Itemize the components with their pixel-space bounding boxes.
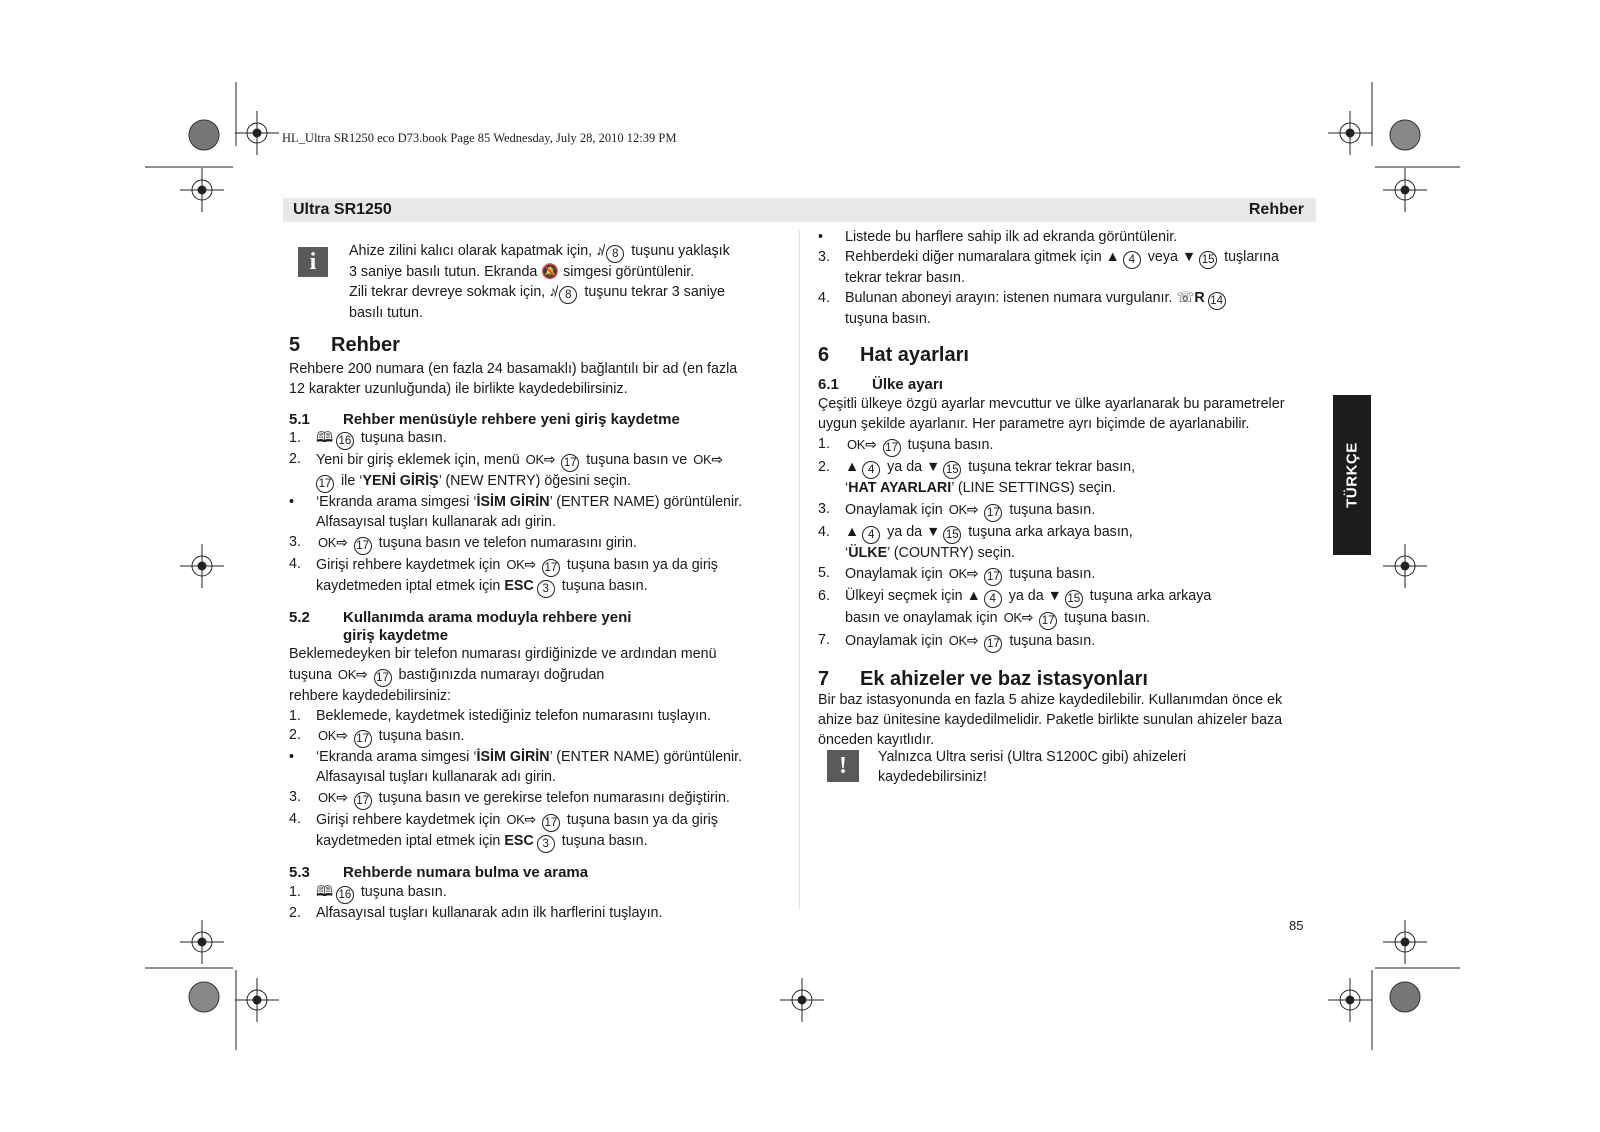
list-item: 4. ▲ 4 ya da ▼ 15 tuşuna arka arkaya basın, xyxy=(818,523,1318,544)
list-item: ‘ÜLKE’ (COUNTRY) seçin. xyxy=(845,544,1015,561)
ok-key-icon: OK⇨ xyxy=(318,533,348,550)
key-number-badge: 17 xyxy=(374,669,392,687)
ok-key-icon: OK⇨ xyxy=(847,435,877,452)
key-number-badge: 15 xyxy=(943,461,961,479)
list-item: 4. Bulunan aboneyi arayın: istenen numara vurgulanır. ☏R 14 xyxy=(818,289,1318,310)
list-item: 2. Yeni bir giriş eklemek için, menü OK⇨ 17 tuşuna basın ve OK⇨ xyxy=(289,450,789,472)
section-6-title: 6 Hat ayarları xyxy=(818,344,969,367)
section-7-title: 7 Ek ahizeler ve baz istasyonları xyxy=(818,668,1148,691)
list-item: 4. Girişi rehbere kaydetmek için OK⇨ 17 tuşuna basın ya da giriş xyxy=(289,810,789,832)
paragraph: Rehbere 200 numara (en fazla 24 basamaklı) bağlantılı bir ad (en fazla xyxy=(289,361,738,377)
list-item: • ‘Ekranda arama simgesi ‘İSİM GİRİN’ (ENTER NAME) görüntülenir. xyxy=(289,749,743,766)
language-tab: TÜRKÇE xyxy=(1333,395,1371,555)
key-number-badge: 17 xyxy=(883,439,901,457)
ok-key-icon: OK⇨ xyxy=(506,810,536,827)
ok-key-icon: OK⇨ xyxy=(337,665,368,682)
list-item: 2. OK⇨ 17 tuşuna basın. xyxy=(289,726,789,748)
key-number-badge: 17 xyxy=(984,635,1002,653)
paragraph: basılı tutun. xyxy=(349,304,423,321)
key-number-badge: 14 xyxy=(1208,292,1226,310)
ok-key-icon: OK⇨ xyxy=(318,788,348,805)
paragraph: giriş kaydetme xyxy=(343,626,449,644)
list-item: 5. Onaylamak için OK⇨ 17 tuşuna basın. xyxy=(818,564,1318,586)
header-right: Rehber xyxy=(1248,201,1304,218)
list-item: 2. Alfasayısal tuşları kullanarak adın ilk harflerini tuşlayın. xyxy=(289,904,663,921)
section-5-2-title: 5.2 Kullanımda arama moduyla rehbere yeni xyxy=(289,608,632,626)
list-item: ‘HAT AYARLARI’ (LINE SETTINGS) seçin. xyxy=(845,479,1116,496)
list-item: tekrar tekrar basın. xyxy=(845,269,965,286)
list-item: 2. ▲ 4 ya da ▼ 15 tuşuna tekrar tekrar basın, xyxy=(818,458,1318,479)
ok-key-icon: OK⇨ xyxy=(693,451,723,468)
key-number-badge: 17 xyxy=(1039,612,1057,630)
key-number-badge: 17 xyxy=(542,814,560,832)
key-number-badge: 15 xyxy=(1065,590,1083,608)
ok-key-icon: OK⇨ xyxy=(525,451,556,468)
bell-off-icon: 🔕 xyxy=(541,264,560,280)
key-number-badge: 17 xyxy=(354,537,372,555)
mute-icon: ♪̸ xyxy=(596,243,604,259)
paragraph: Ahize zilini kalıcı olarak kapatmak için, ♪̸ 8 tuşunu yaklaşık xyxy=(349,242,779,263)
paragraph: Çeşitli ülkeye özgü ayarlar mevcuttur ve ülke ayarlanarak bu parametreler xyxy=(818,396,1285,413)
key-number-badge: 4 xyxy=(862,526,880,544)
page-number: 85 xyxy=(1289,918,1304,933)
key-number-badge: 17 xyxy=(542,559,560,577)
list-item: 4. Girişi rehbere kaydetmek için OK⇨ 17 tuşuna basın ya da giriş xyxy=(289,555,789,577)
ok-key-icon: OK⇨ xyxy=(318,727,348,744)
phonebook-icon: 🕮 xyxy=(316,430,333,447)
key-number-badge: 15 xyxy=(1199,251,1217,269)
mute-icon: ♪̸ xyxy=(549,283,557,300)
list-item: 1. 🕮 16 tuşuna basın. xyxy=(289,429,789,450)
key-number-badge: 17 xyxy=(561,454,579,472)
list-item: kaydetmeden iptal etmek için ESC 3 tuşuna basın. xyxy=(289,832,789,853)
key-number-badge: 17 xyxy=(316,475,334,493)
list-item: kaydetmeden iptal etmek için ESC 3 tuşuna basın. xyxy=(289,577,789,598)
phone-r-icon: ☏ xyxy=(1176,289,1195,306)
section-5-1-title: 5.1 Rehber menüsüyle rehbere yeni giriş kaydetme xyxy=(289,410,680,428)
column-divider xyxy=(799,230,800,910)
key-number-badge: 4 xyxy=(984,590,1002,608)
down-arrow-icon: ▼ xyxy=(1181,248,1197,265)
list-item: 17 ile ‘YENİ GİRİŞ’ (NEW ENTRY) öğesini seçin. xyxy=(289,472,789,493)
paragraph: kaydedebilirsiniz! xyxy=(878,768,987,785)
right-column xyxy=(818,228,1318,751)
list-item: 7. Onaylamak için OK⇨ 17 tuşuna basın. xyxy=(818,631,1318,653)
key-number-badge: 3 xyxy=(537,835,555,853)
key-number-badge: 15 xyxy=(943,526,961,544)
paragraph: uygun şekilde ayarlanır. Her parametre ayrı biçimde de ayarlanabilir. xyxy=(818,415,1250,432)
key-number-badge: 4 xyxy=(1123,251,1141,269)
list-item: 6. Ülkeyi seçmek için ▲ 4 ya da ▼ 15 tuşuna arka arkaya xyxy=(818,587,1318,608)
list-item: 1. OK⇨ 17 tuşuna basın. xyxy=(818,435,1318,457)
key-number-badge: 17 xyxy=(354,730,372,748)
ok-key-icon: OK⇨ xyxy=(506,555,536,572)
list-item: 1. 🕮 16 tuşuna basın. xyxy=(289,883,789,904)
paragraph: Zili tekrar devreye sokmak için, ♪̸ 8 tuşunu tekrar 3 saniye xyxy=(349,283,779,304)
list-item: Alfasayısal tuşları kullanarak adı girin. xyxy=(316,769,556,786)
ok-key-icon: OK⇨ xyxy=(948,500,979,517)
list-item: 3. OK⇨ 17 tuşuna basın ve gerekirse telefon numarasını değiştirin. xyxy=(289,788,789,810)
paragraph: ahize baz ünitesine kaydedilmelidir. Paketle birlikte sunulan ahizeler baza xyxy=(818,712,1283,729)
list-item: 3. Rehberdeki diğer numaralara gitmek için ▲ 4 veya ▼ 15 tuşlarına xyxy=(818,248,1318,269)
list-item: • ‘Ekranda arama simgesi ‘İSİM GİRİN’ (ENTER NAME) görüntülenir. xyxy=(289,494,743,511)
left-column xyxy=(289,333,789,924)
ok-key-icon: OK⇨ xyxy=(948,565,979,582)
info-note xyxy=(349,242,779,324)
warning-icon: ! xyxy=(827,750,859,782)
list-item: tuşuna basın. xyxy=(845,310,931,327)
page-header xyxy=(283,198,1316,222)
paragraph: önceden kayıtlıdır. xyxy=(818,731,935,748)
key-number-badge: 17 xyxy=(354,792,372,810)
header-left: Ultra SR1250 xyxy=(293,201,392,218)
paragraph: 12 karakter uzunluğunda) ile birlikte kaydedebilirsiniz. xyxy=(289,380,628,397)
up-arrow-icon: ▲ xyxy=(1105,248,1120,265)
list-item: Alfasayısal tuşları kullanarak adı girin. xyxy=(316,514,556,531)
key-number-badge: 3 xyxy=(537,580,555,598)
key-number-badge: 16 xyxy=(336,886,354,904)
paragraph: Yalnızca Ultra serisi (Ultra S1200C gibi) ahizeleri xyxy=(878,749,1187,765)
paragraph: Beklemedeyken bir telefon numarası girdiğinizde ve ardından menü xyxy=(289,645,717,662)
list-item: 3. Onaylamak için OK⇨ 17 tuşuna basın. xyxy=(818,500,1318,522)
ok-key-icon: OK⇨ xyxy=(948,632,979,649)
paragraph: Bir baz istasyonunda en fazla 5 ahize kaydedilebilir. Kullanımdan önce ek xyxy=(818,692,1283,709)
print-stamp: HL_Ultra SR1250 eco D73.book Page 85 Wednesday, July 28, 2010 12:39 PM xyxy=(282,131,677,145)
section-5-title: 5 Rehber xyxy=(289,334,400,356)
paragraph: 3 saniye basılı tutun. Ekranda 🔕 simgesi görüntülenir. xyxy=(349,264,695,280)
key-number-badge: 8 xyxy=(606,245,624,263)
key-number-badge: 17 xyxy=(984,504,1002,522)
key-number-badge: 17 xyxy=(984,568,1002,586)
list-item: 3. OK⇨ 17 tuşuna basın ve telefon numarasını girin. xyxy=(289,533,789,555)
list-item: basın ve onaylamak için OK⇨ 17 tuşuna basın. xyxy=(818,608,1318,630)
list-item: • Listede bu harflere sahip ilk ad ekranda görüntülenir. xyxy=(818,229,1178,245)
ok-key-icon: OK⇨ xyxy=(1003,609,1034,626)
phonebook-icon: 🕮 xyxy=(316,883,333,900)
paragraph: rehbere kaydedebilirsiniz: xyxy=(289,687,452,704)
section-6-1-title: 6.1 Ülke ayarı xyxy=(818,376,943,394)
list-item: 1. Beklemede, kaydetmek istediğiniz telefon numarasını tuşlayın. xyxy=(289,707,711,724)
section-5-3-title: 5.3 Rehberde numara bulma ve arama xyxy=(289,863,589,881)
key-number-badge: 4 xyxy=(862,461,880,479)
warning-note xyxy=(878,748,1298,788)
key-number-badge: 8 xyxy=(559,286,577,304)
paragraph: tuşuna OK⇨ 17 bastığınızda numarayı doğrudan xyxy=(289,665,789,687)
info-icon: i xyxy=(298,247,328,277)
key-number-badge: 16 xyxy=(336,432,354,450)
